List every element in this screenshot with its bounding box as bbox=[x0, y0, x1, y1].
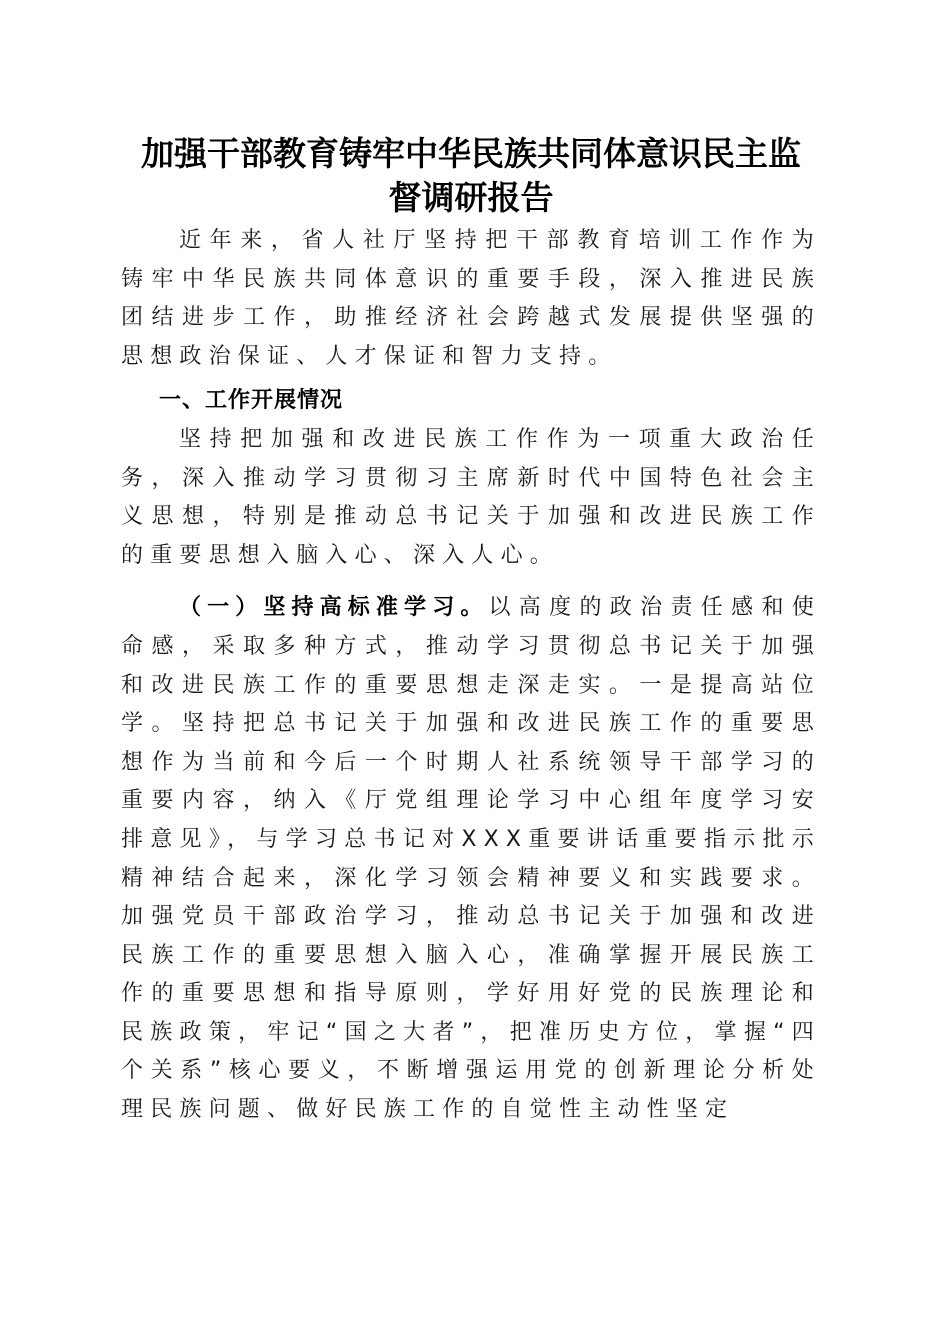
intro-paragraph: 近年来，省人社厅坚持把干部教育培训工作作为铸牢中华民族共同体意识的重要手段，深入推进民族团结进步工作，助推经济社会跨越式发展提供坚强的思想政治保证、人才保证和智力支持。 bbox=[121, 228, 821, 369]
paragraph-spacer bbox=[121, 575, 821, 589]
subsection1-body: 以高度的政治责任感和使命感，采取多种方式，推动学习贯彻总书记关于加强和改进民族工作的重要思想走深走实。一是提高站位学。坚持把总书记关于加强和改进民族工作的重要思想作为当前和今后一个时期人社系统领导干部学习的重要内容，纳入《厅党组理论学习中心组年度学习安排意见》，与学习总书记对XXX重要讲话重要指示批示精神结合起来，深化学习领会精神要义和实践要求。加强党员干部政治学习，推动总书记关于加强和改进民族工作的重要思想入脑入心，准确掌握开展民族工作的重要思想和指导原则，学好用好党的民族理论和民族政策，牢记“国之大者”，把准历史方位，掌握“四个关系”核心要义，不断增强运用党的创新理论分析处理民族问题、做好民族工作的自觉性主动性坚定 bbox=[121, 595, 821, 1123]
document-page bbox=[121, 132, 821, 1130]
section1-intro-paragraph: 坚持把加强和改进民族工作作为一项重大政治任务，深入推动学习贯彻习主席新时代中国特色社会主义思想，特别是推动总书记关于加强和改进民族工作的重要思想入脑入心、深入人心。 bbox=[121, 426, 821, 568]
document-title bbox=[113, 132, 829, 220]
subsection1-paragraph bbox=[121, 589, 821, 1129]
document-title-line1: 加强干部教育铸牢中华民族共同体意识民主监 bbox=[141, 134, 801, 173]
section-heading-work-progress: 一、工作开展情况 bbox=[159, 388, 344, 414]
subsection1-lead: （一）坚持高标准学习。 bbox=[179, 595, 489, 621]
document-title-line2: 督调研报告 bbox=[388, 178, 554, 217]
